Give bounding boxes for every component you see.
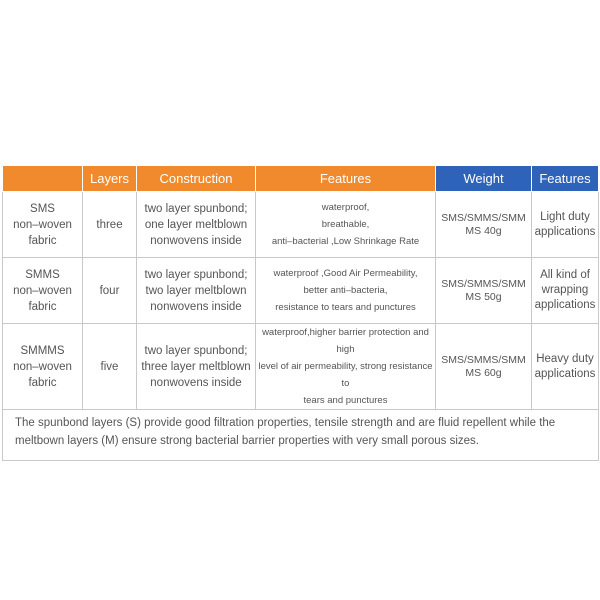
note-row bbox=[3, 410, 599, 461]
construction-line: nonwovens inside bbox=[150, 300, 242, 313]
type-cell bbox=[3, 192, 83, 258]
construction-line: one layer meltblown bbox=[144, 218, 248, 231]
type-line: SMMMS bbox=[20, 344, 65, 357]
header-blank bbox=[3, 166, 83, 192]
weight-cell bbox=[436, 192, 532, 258]
feature-line: waterproof,higher barrier protection and high bbox=[262, 327, 429, 355]
header-features: Features bbox=[256, 166, 436, 192]
weight-cell bbox=[436, 258, 532, 324]
weight-line: MS 40g bbox=[465, 224, 502, 237]
application-line: Heavy duty bbox=[536, 352, 594, 365]
feature-line: breathable, bbox=[321, 219, 370, 230]
construction-cell bbox=[137, 324, 256, 410]
construction-cell bbox=[137, 258, 256, 324]
table-row bbox=[3, 258, 599, 324]
type-line: SMMS bbox=[25, 268, 60, 281]
footnote-text: The spunbond layers (S) provide good filtration properties, tensile strength and are fluid repellent while the meltbown layers (M) ensure strong bacterial barrier properties with very small porous sizes. bbox=[3, 410, 599, 461]
construction-line: nonwovens inside bbox=[150, 234, 242, 247]
type-line: non–woven bbox=[13, 218, 72, 231]
application-line: applications bbox=[534, 367, 596, 380]
construction-line: two layer spunbond; bbox=[144, 344, 248, 357]
weight-cell bbox=[436, 324, 532, 410]
application-line: applications bbox=[534, 299, 596, 311]
weight-line: MS 50g bbox=[465, 290, 502, 303]
type-line: SMS bbox=[30, 202, 55, 215]
type-cell bbox=[3, 324, 83, 410]
header-construction: Construction bbox=[137, 166, 256, 192]
type-line: fabric bbox=[28, 300, 57, 313]
application-line: All kind of bbox=[540, 269, 590, 281]
layers-cell: four bbox=[83, 258, 137, 324]
applications-cell bbox=[532, 258, 599, 324]
weight-line: SMS/SMMS/SMM bbox=[441, 353, 526, 366]
features-cell bbox=[256, 258, 436, 324]
type-line: fabric bbox=[28, 376, 57, 389]
construction-line: two layer meltblown bbox=[145, 284, 247, 297]
feature-line: better anti–bacteria, bbox=[303, 285, 388, 296]
nonwoven-spec-table bbox=[2, 165, 599, 461]
application-line: wrapping bbox=[541, 284, 589, 296]
header-row bbox=[3, 166, 599, 192]
header-weight: Weight bbox=[436, 166, 532, 192]
type-line: non–woven bbox=[13, 360, 72, 373]
feature-line: waterproof, bbox=[321, 202, 370, 213]
features-cell bbox=[256, 324, 436, 410]
type-line: non–woven bbox=[13, 284, 72, 297]
applications-cell bbox=[532, 192, 599, 258]
table-row bbox=[3, 324, 599, 410]
application-line: applications bbox=[534, 225, 596, 238]
feature-line: level of air permeability, strong resistance to bbox=[258, 361, 433, 389]
application-line: Light duty bbox=[540, 210, 590, 223]
type-cell bbox=[3, 258, 83, 324]
layers-cell: three bbox=[83, 192, 137, 258]
construction-line: three layer meltblown bbox=[141, 360, 251, 373]
layers-cell: five bbox=[83, 324, 137, 410]
feature-line: tears and punctures bbox=[303, 395, 388, 406]
feature-line: anti–bacterial ,Low Shrinkage Rate bbox=[271, 236, 420, 247]
construction-line: two layer spunbond; bbox=[144, 268, 248, 281]
features-cell bbox=[256, 192, 436, 258]
construction-line: two layer spunbond; bbox=[144, 202, 248, 215]
weight-line: SMS/SMMS/SMM bbox=[441, 211, 526, 224]
weight-line: MS 60g bbox=[465, 366, 502, 379]
table-row bbox=[3, 192, 599, 258]
weight-line: SMS/SMMS/SMM bbox=[441, 277, 526, 290]
header-applications: Features bbox=[532, 166, 599, 192]
construction-cell bbox=[137, 192, 256, 258]
applications-cell bbox=[532, 324, 599, 410]
feature-line: waterproof ,Good Air Permeability, bbox=[273, 268, 418, 279]
construction-line: nonwovens inside bbox=[150, 376, 242, 389]
header-layers: Layers bbox=[83, 166, 137, 192]
type-line: fabric bbox=[28, 234, 57, 247]
feature-line: resistance to tears and punctures bbox=[275, 302, 416, 313]
